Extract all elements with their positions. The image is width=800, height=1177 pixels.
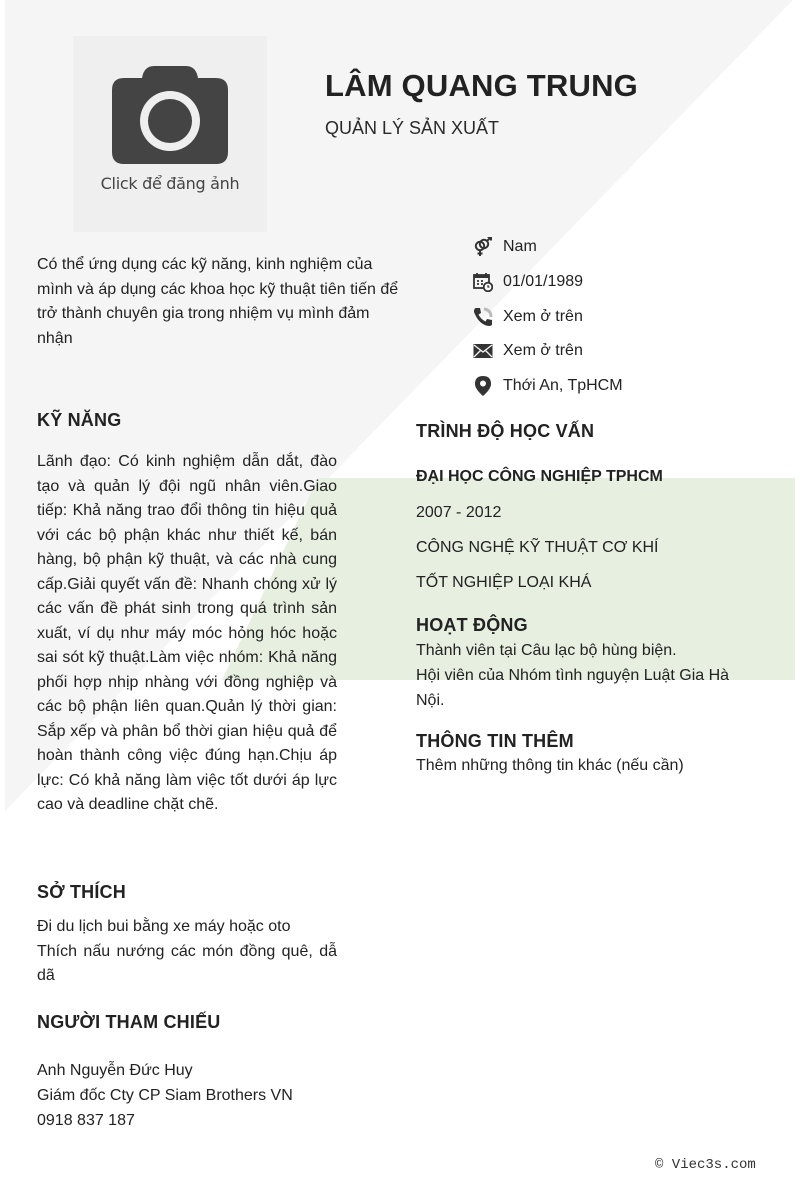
location-icon [472,375,494,397]
references-heading: NGƯỜI THAM CHIẾU [37,1012,221,1032]
hobbies-list [37,915,337,989]
contact-address-value: Thới An, TpHCM [503,377,623,395]
photo-upload-label: Click để đăng ảnh [100,174,240,193]
activities-heading: HOẠT ĐỘNG [416,615,528,635]
job-title: QUẢN LÝ SẢN XUẤT [325,118,500,138]
activity-item: Thành viên tại Câu lạc bộ hùng biện. [416,642,677,659]
career-objective: Có thể ứng dụng các kỹ năng, kinh nghiệm của mình và áp dụng các khoa học kỹ thuật tiên tiến để trở thành chuyên gia trong nhiệm vụ mình đảm nhận [37,256,399,347]
education-period: 2007 - 2012 [416,504,502,521]
phone-icon [472,306,494,328]
education-school: ĐẠI HỌC CÔNG NGHIỆP TPHCM [416,468,663,485]
skills-heading: KỸ NĂNG [37,410,122,430]
contact-birthday-value: 01/01/1989 [503,273,584,291]
contact-email [472,334,772,369]
gender-icon [472,236,494,258]
contact-phone [472,299,772,334]
candidate-name: LÂM QUANG TRUNG [325,68,638,103]
education-major: CÔNG NGHỆ KỸ THUẬT CƠ KHÍ [416,539,659,556]
more-info-text: Thêm những thông tin khác (nếu cần) [416,757,684,774]
skills-text: Lãnh đạo: Có kinh nghiệm dẫn dắt, đào tạo và quản lý đội ngũ nhân viên.Giao tiếp: Khả năng trao đổi thông tin hiệu quả với các bộ phận khác như thiết kế, bán hàng, bộ phận kỹ thuật, và các nhà cung cấp.Giải quyết vấn đề: Nhanh chóng xử lý các vấn đề phát sinh trong quá trình sản xuất, ví dụ như máy móc hỏng hóc hoặc sai sót kỹ thuật.Làm việc nhóm: Khả năng phối hợp nhịp nhàng với đồng nghiệp và các bộ phận liên quan.Quản lý thời gian: Sắp xếp và phân bổ thời gian hiệu quả để hoàn thành công việc đúng hạn.Chịu áp lực: Có khả năng làm việc tốt dưới áp lực cao và deadline chặt chẽ. [37,453,337,813]
photo-upload-button[interactable] [73,36,267,232]
copyright-notice: © Viec3s.com [655,1157,756,1173]
contact-address [472,369,772,404]
reference-phone: 0918 837 187 [37,1111,135,1129]
activities-list [416,639,756,713]
contact-gender [472,230,772,265]
more-info-heading: THÔNG TIN THÊM [416,731,574,751]
contact-phone-value: Xem ở trên [503,307,583,325]
hobby-item: Đi du lịch bui bằng xe máy hoặc oto [37,918,291,935]
calendar-icon [472,271,494,293]
contact-birthday [472,265,772,300]
reference-position: Giám đốc Cty CP Siam Brothers VN [37,1086,293,1104]
hobbies-heading: SỞ THÍCH [37,882,126,902]
camera-icon [112,64,228,169]
activity-item: Hội viên của Nhóm tình nguyện Luật Gia Hà Nội. [416,666,730,709]
reference-name: Anh Nguyễn Đức Huy [37,1062,193,1079]
contact-gender-value: Nam [503,238,537,256]
references-list [37,1059,377,1133]
hobby-item: Thích nấu nướng các món đồng quê, dẫ dã [37,942,337,984]
education-heading: TRÌNH ĐỘ HỌC VẤN [416,421,595,441]
email-icon [472,340,494,362]
contact-email-value: Xem ở trên [503,342,583,360]
contact-list [472,230,772,403]
education-grade: TỐT NGHIỆP LOẠI KHÁ [416,574,592,591]
